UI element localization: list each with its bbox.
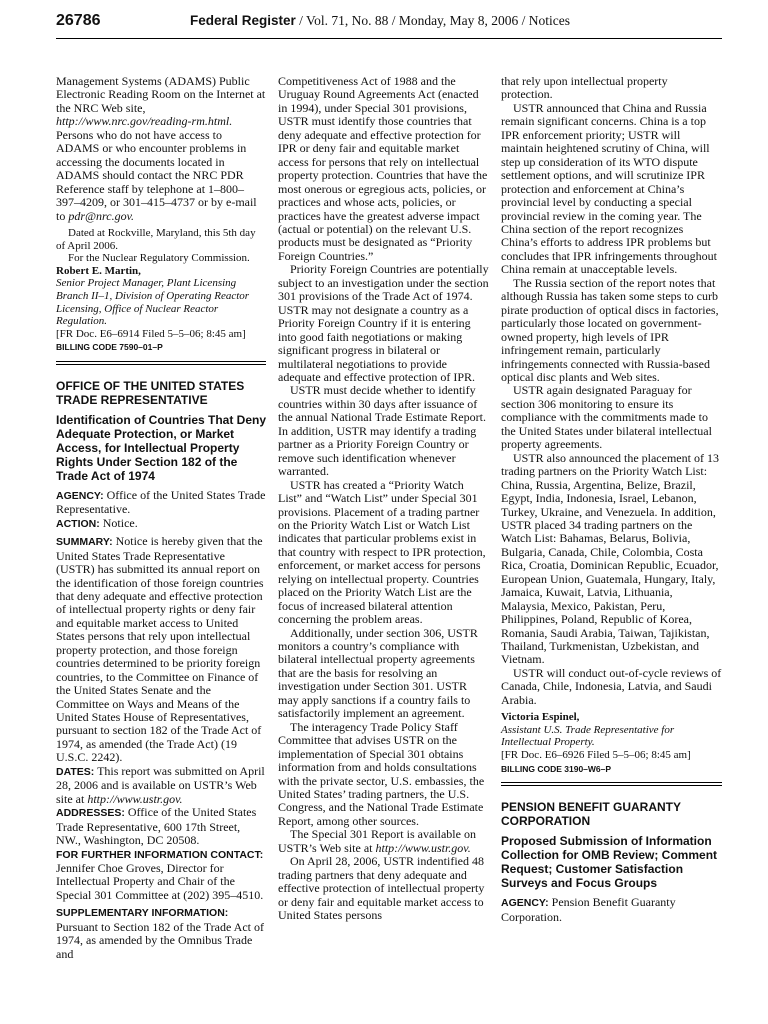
paragraph: USTR again designated Paraguay for section 306 monitoring to ensure its compliance with the commitments made to the United States under bilateral intellectual property agreements. [501,383,712,452]
contact-field: FOR FURTHER INFORMATION CONTACT: Jennifer Choe Groves, Director for Intellectual Property and Chair of the Special 301 Committee at (202) 395–4510. [56,848,264,902]
header-title [190,13,570,29]
page-header [56,10,722,39]
paragraph: USTR has created a “Priority Watch List” and “Watch List” under Special 301 provisions. Placement of a trading partner on the Priority Watch List or Watch List indicates that particular problems exist in that country with respect to IPR protection, enforcement, or market access for persons relying on intellectual property. Countries placed on the Priority Watch List are the focus of increased bilateral attention concerning the problem areas. [278,477,486,627]
nrc-reading-room-link: http://www.nrc.gov/reading-rm.html. [56,114,233,129]
agency-heading: PENSION BENEFIT GUARANTY CORPORATION [501,800,681,829]
nrc-email: pdr@nrc.gov. [68,208,135,223]
column-3 [501,75,722,924]
paragraph: On April 28, 2006, USTR indentified 48 trading partners that deny adequate and effective protection of intellectual property or deny fair and equitable market access to United States persons [278,854,485,923]
agency-heading: OFFICE OF THE UNITED STATES TRADE REPRESENTATIVE [56,378,245,407]
agency-field: AGENCY: Office of the United States Trade Representative. [56,487,266,517]
section-divider [56,361,266,365]
paragraph: USTR must decide whether to identify countries within 30 days after issuance of the annual National Trade Estimate Report. In addition, USTR may identify a trading partner as a Priority Foreign Country or remove such identification whenever warranted. [278,383,486,479]
paragraph: USTR announced that China and Russia remain significant concerns. China is a top IPR enforcement priority; USTR will maintain heightened scrutiny of China, will step up consideration of its WTO dispute settlement options, and will scrutinize IPR protection and enforcement at China’s provincial level by conducting a special provincial review in the coming year. The China section of the report recognizes China’s efforts to address IPR problems but concludes that IPR infringements throughout China remain at unacceptable levels. [501,100,717,277]
paragraph: Competitiveness Act of 1988 and the Uruguay Round Agreements Act (enacted in 1994), under Special 301 provisions, USTR must identify those countries that deny adequate and effective protection for IPR or deny fair and equitable market access for persons that rely on intellectual property protection. Countries that have the most onerous or egregious acts, policies, or practices and whose acts, policies, or practices have the greatest adverse impact (actual or potential) on the relevant U.S. products must be designated as “Priority Foreign Countries.” [278,74,488,263]
column-1 [56,75,266,961]
fr-doc-line: [FR Doc. E6–6914 Filed 5–5–06; 8:45 am] [56,327,246,340]
fr-doc-line: [FR Doc. E6–6926 Filed 5–5–06; 8:45 am] [501,749,691,762]
paragraph: Additionally, under section 306, USTR monitors a country’s compliance with bilateral intellectual property agreements that are the basis for resolving an investigation under Section 301. USTR may apply sanctions if a country fails to satisfactorily implement an agreement. [278,625,478,721]
paragraph: The Special 301 Report is available on USTR’s Web site at http://www.ustr.gov. [278,827,476,855]
nrc-access-paragraph: Management Systems (ADAMS) Public Electronic Reading Room on the Internet at the NRC Web site, http://www.nrc.gov/reading-rm.html. Persons who do not have access to ADAMS or who encounter problems in accessing the documents located in ADAMS should contact the NRC PDR Reference staff by telephone at 1–800–397–4209, or 301–415–4737 or by e-mail to pdr@nrc.gov. [56,74,266,223]
supplementary-field: SUPPLEMENTARY INFORMATION: Pursuant to Section 182 of the Trade Act of 1974, as amended by the Omnibus Trade and [56,907,264,961]
ustr-link: http://www.ustr.gov. [375,840,471,855]
notice-subject: Identification of Countries That Deny Adequate Protection, or Market Access, for Intellectual Property Rights Under Section 182 of the Trade Act of 1974 [56,412,267,483]
action-field: ACTION: Notice. [56,515,138,530]
dates-field: DATES: This report was submitted on April 28, 2006 and is available on USTR’s Web site at http://www.ustr.gov. [56,763,265,806]
paragraph: The Russia section of the report notes that although Russia has taken some steps to curb pirate production of optical discs in factories, particularly those located on government-owned property, high levels of IPR infringement remain, particularly infringements connected with Russia-based optical disc plants and Web sites. [501,275,719,384]
issue-info: / Vol. 71, No. 88 / Monday, May 8, 2006 / Notices [295,13,571,28]
addresses-field: ADDRESSES: Office of the United States Trade Representative, 600 17th Street, NW., Washington, DC 20508. [56,805,257,848]
signer-title: Senior Project Manager, Plant Licensing Branch II–1, Division of Operating Reactor Licensing, Office of Nuclear Reactor Regulation. [56,277,250,328]
paragraph: USTR also announced the placement of 13 trading partners on the Priority Watch List: China, Russia, Argentina, Belize, Brazil, Egypt, India, Indonesia, Israel, Lebanon, Turkey, Ukraine, and Venezuela. In addition, USTR placed 34 trading partners on the Watch List: Bahamas, Belarus, Bolivia, Bulgaria, Canada, Chile, Colombia, Costa Rica, Croatia, Dominican Republic, Ecuador, European Union, Guatemala, Hungary, Italy, Jamaica, Kuwait, Latvia, Lithuania, Malaysia, Mexico, Pakistan, Peru, Philippines, Poland, Republic of Korea, Romania, Saudi Arabia, Taiwan, Tajikistan, Thailand, Turkmenistan, Uzbekistan, and Vietnam. [501,450,719,667]
signer-name: Victoria Espinel, [501,711,580,724]
ustr-link: http://www.ustr.gov. [87,791,183,806]
summary-field: SUMMARY: Notice is hereby given that the United States Trade Representative (USTR) has submitted its annual report on the identification of those foreign countries that deny adequate and effective protection of intellectual property rights or deny fair and equitable market access to United States persons that rely upon intellectual property protection, and those foreign countries determined to be priority foreign countries, to the Committee on Finance of the United States Senate and the Committee on Ways and Means of the United States House of Representatives, pursuant to section 182 of the Trade Act of 1974, as amended (the Trade Act) (19 U.S.C. 2242). [56,534,264,765]
paragraph: that rely upon intellectual property protection. [501,74,668,102]
notice-subject: Proposed Submission of Information Collection for OMB Review; Comment Request; Customer Satisfaction Surveys and Focus Groups [501,834,718,891]
signer-title: Assistant U.S. Trade Representative for Intellectual Property. [501,723,675,749]
column-2 [278,75,490,923]
signer-name: Robert E. Martin, [56,264,141,277]
billing-code: BILLING CODE 7590–01–P [56,342,163,353]
billing-code: BILLING CODE 3190–W6–P [501,763,612,774]
publication-name: Federal Register [190,13,296,28]
section-divider [501,782,722,786]
paragraph: The interagency Trade Policy Staff Committee that advises USTR on the implementation of Special 301 obtains information from and holds consultations with the private sector, U.S. embassies, the United States’ trading partners, the U.S. Congress, and the National Trade Estimate Report, among other sources. [278,719,485,828]
page-number: 26786 [56,12,101,29]
paragraph: USTR will conduct out-of-cycle reviews of Canada, Chile, Indonesia, Latvia, and Saudi Arabia. [501,665,722,707]
dated-line: Dated at Rockville, Maryland, this 5th day of April 2006. [56,226,256,252]
agency-field: AGENCY: Pension Benefit Guaranty Corporation. [501,895,676,924]
for-commission-line: For the Nuclear Regulatory Commission. [68,252,250,265]
paragraph: Priority Foreign Countries are potentially subject to an investigation under the section 301 provisions of the Trade Act of 1974. USTR may not designate a country as a Priority Foreign Country if it is entering into good faith negotiations or making significant progress in bilateral or multilateral negotiations to provide adequate and effective protection of IPR. [278,262,489,384]
